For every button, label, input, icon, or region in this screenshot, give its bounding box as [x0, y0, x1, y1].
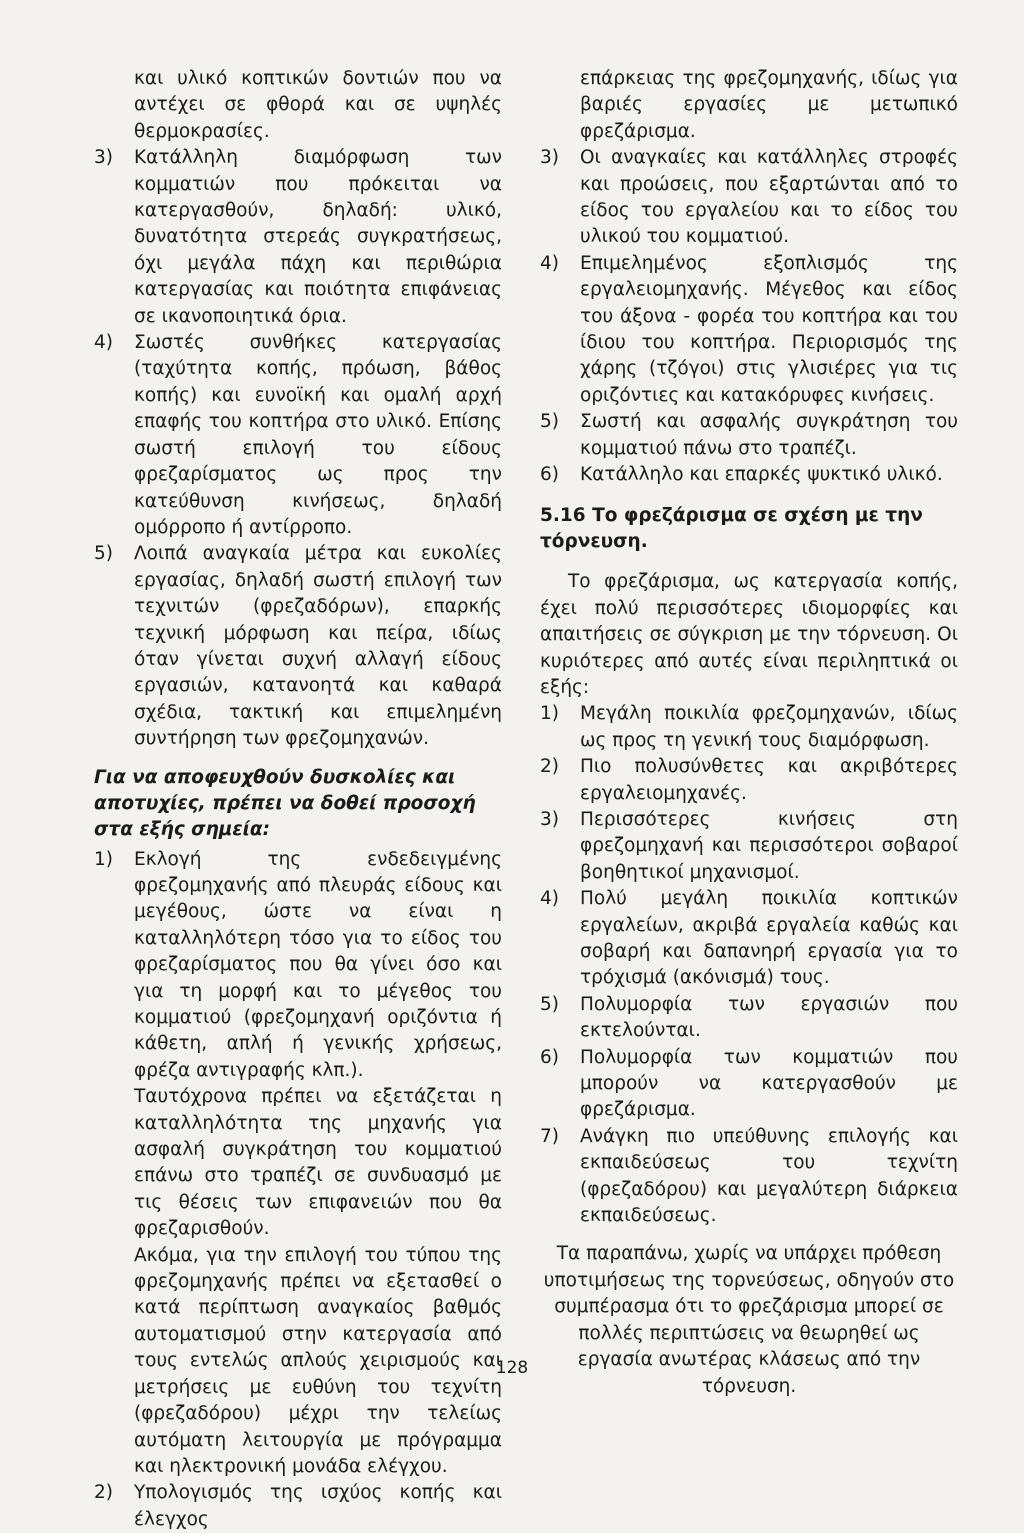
list-item [540, 754, 958, 807]
item-text: Περισσότερες κινήσεις στη φρεζομηχανή και περισσότεροι σοβαροί βοηθητικοί μηχανισμοί. [580, 808, 958, 883]
item-number: 5) [540, 993, 559, 1015]
list-item [540, 886, 958, 992]
item-number: 4) [540, 888, 559, 910]
item-text: Σωστή και ασφαλής συγκράτηση του κομματιού πάνω στο τραπέζι. [580, 411, 958, 459]
continued-text: επάρκειας της φρεζομηχανής, ιδίως για βαριές εργασίες με μετωπικό φρεζάρισμα. [580, 68, 958, 142]
item-continuation: Ακόμα, για την επιλογή του τύπου της φρεζομηχανής πρέπει να εξετασθεί ο κατά περίπτωση αναγκαίος βαθμός αυτοματισμού στην κατεργασία από τους εντελώς απλούς χειρισμούς και μετρήσεις με ευθύνη του τεχνίτη (φρεζαδόρου) μέχρι την τελείως αυτόματη λειτουργία με πρόγραμμα και ηλεκτρονική μονάδα ελέγχου. [134, 1244, 502, 1477]
right-column [540, 66, 958, 1400]
continued-text: και υλικό κοπτικών δοντιών που να αντέχει σε φθορά και σε υψηλές θερμοκρασίες. [134, 68, 502, 142]
list-item [94, 330, 502, 541]
conclusion-paragraph: Τα παραπάνω, χωρίς να υπάρχει πρόθεση υποτιμήσεως της τορνεύσεως, οδηγούν στο συμπέρασμα ότι το φρεζάρισμα μπορεί σε πολλές περιπτώσεις να θεωρηθεί ως εργασία ανωτέρας κλάσεως από την τόρνευση. [543, 1243, 955, 1397]
section-heading: 5.16 Το φρεζάρισμα σε σχέση με την τόρνευση. [540, 504, 923, 552]
item-number: 5) [540, 411, 559, 433]
list-item [94, 541, 502, 752]
item-number: 3) [540, 808, 559, 830]
item-text: Πολυμορφία των κομματιών που μπορούν να κατεργασθούν με φρεζάρισμα. [580, 1046, 958, 1121]
item-number: 4) [540, 252, 559, 274]
item-text: Υπολογισμός της ισχύος κοπής και έλεγχος [134, 1482, 502, 1530]
item-text: Επιμελημένος εξοπλισμός της εργαλειομηχανής. Μέγεθος και είδος του άξονα - φορέα του κοπτήρα και του ίδιου του κοπτήρα. Περιορισμός της χάρης (τζόγοι) στις γλισιέρες για τις οριζόντιες και κατακόρυφες κινήσεις. [580, 252, 958, 406]
spacer [540, 1229, 958, 1241]
item-number: 4) [94, 332, 113, 354]
list-item [540, 462, 958, 488]
item-number: 2) [540, 756, 559, 778]
list-item [540, 807, 958, 886]
item-text: Ανάγκη πιο υπεύθυνης επιλογής και εκπαιδεύσεως του τεχνίτη (φρεζαδόρου) και μεγαλύτερη διάρκεια εκπαιδεύσεως. [580, 1125, 958, 1227]
intro-paragraph: Το φρεζάρισμα, ως κατεργασία κοπής, έχει πολύ περισσότερες ιδιομορφίες και απαιτήσεις σε σύγκριση με την τόρνευση. Οι κυριότερες από αυτές είναι περιληπτικά οι εξής: [540, 571, 958, 698]
item-text: Μεγάλη ποικιλία φρεζομηχανών, ιδίως ως προς τη γενική τους διαμόρφωση. [580, 703, 958, 751]
item-text: Κατάλληλο και επαρκές ψυκτικό υλικό. [580, 464, 943, 486]
item-number: 3) [94, 147, 113, 169]
emphasis-heading: Για να αποφευχθούν δυσκολίες και αποτυχίες, πρέπει να δοθεί προσοχή στα εξής σημεία: [94, 766, 476, 840]
item-number: 7) [540, 1125, 559, 1147]
list-item [94, 847, 502, 1085]
list-item [540, 1045, 958, 1124]
item-text: Πολύ μεγάλη ποικιλία κοπτικών εργαλείων, ακριβά εργαλεία καθώς και σοβαρή και δαπανηρή εργασία για το τρόχισμά (ακόνισμά) τους. [580, 888, 958, 989]
item-text: Σωστές συνθήκες κατεργασίας (ταχύτητα κοπής, πρόωση, βάθος κοπής) και ευνοϊκή και ομαλή αρχή επαφής του κοπτήρα στο υλικό. Επίσης σωστή επιλογή του είδους φρεζαρίσματος ως προς την κατεύθυνση κινήσεως, δηλαδή ομόρροπο ή αντίρροπο. [134, 332, 502, 538]
list-item [540, 992, 958, 1045]
item-number: 5) [94, 543, 113, 565]
item-number: 2) [94, 1482, 113, 1504]
item-text: Πολυμορφία των εργασιών που εκτελούνται. [580, 993, 958, 1042]
item-text: Κατάλληλη διαμόρφωση των κομματιών που πρόκειται να κατεργασθούν, δηλαδή: υλικό, δυνατότητα στερεάς συγκρατήσεως, όχι μεγάλα πάχη και περιθώρια κατεργασίας και ποιότητα επιφάνειας σε ικανοποιητικά όρια. [134, 147, 502, 327]
list-item [94, 1480, 502, 1533]
item-number: 6) [540, 1046, 559, 1068]
list-item [540, 701, 958, 754]
list-item [540, 1124, 958, 1230]
page-number: 128 [495, 1358, 529, 1378]
list-item [540, 409, 958, 462]
list-item [94, 145, 502, 330]
left-column [94, 66, 502, 1533]
item-continuation: Ταυτόχρονα πρέπει να εξετάζεται η καταλληλότητα της μηχανής για ασφαλή συγκράτηση του κομματιού επάνω στο τραπέζι σε συνδυασμό με τις θέσεις των επιφανειών που θα φρεζαρισθούν. [134, 1086, 502, 1240]
item-number: 1) [540, 703, 559, 725]
item-text: Οι αναγκαίες και κατάλληλες στροφές και προώσεις, που εξαρτώνται από το είδος του εργαλείου και το είδος του υλικού του κομματιού. [580, 147, 958, 248]
item-number: 6) [540, 464, 559, 486]
item-number: 1) [94, 848, 113, 870]
list-item [540, 251, 958, 409]
list-item [540, 145, 958, 251]
item-text: Πιο πολυσύνθετες και ακριβότερες εργαλειομηχανές. [580, 756, 958, 804]
item-number: 3) [540, 147, 559, 169]
item-text: Λοιπά αναγκαία μέτρα και ευκολίες εργασίας, δηλαδή σωστή επιλογή των τεχνιτών (φρεζαδόρων), επαρκής τεχνική μόρφωση και πείρα, ιδίως όταν γίνεται συχνή αλλαγή είδους εργασιών, κατανοητά και καθαρά σχέδια, τακτική και επιμελημένη συντήρηση των φρεζομηχανών. [134, 543, 502, 750]
item-text: Εκλογή της ενδεδειγμένης φρεζομηχανής από πλευράς είδους και μεγέθους, ώστε να είναι η καταλληλότερη τόσο για το είδος του φρεζαρίσματος που θα γίνει όσο και για τη μορφή και το μέγεθος του κομματιού (φρεζομηχανή οριζόντια ή κάθετη, απλή ή γενικής χρήσεως, φρέζα αντιγραφής κλπ.). [134, 848, 502, 1081]
